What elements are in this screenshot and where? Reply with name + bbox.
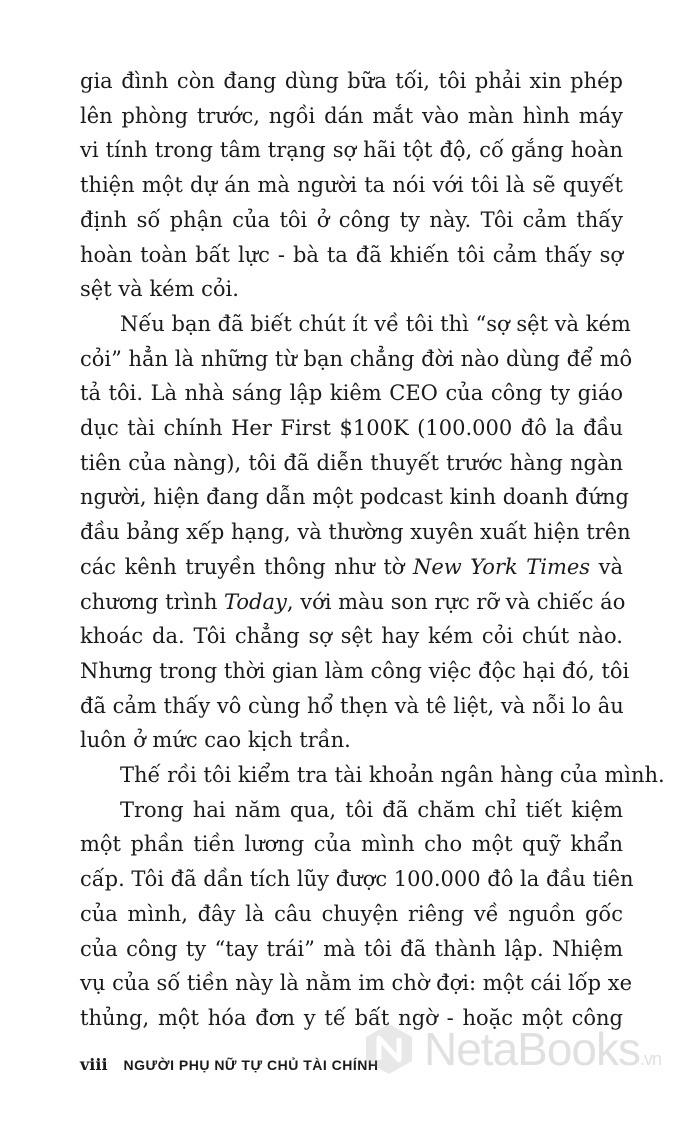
netabooks-logo-icon — [362, 1022, 416, 1076]
paragraph-3 — [80, 758, 665, 793]
paragraph-2 — [80, 307, 633, 758]
text-line: các kênh truyền thông như tờ New York Times và — [80, 554, 624, 579]
text-line: vi tính trong tâm trạng sợ hãi tột độ, cố gắng hoàn — [80, 138, 623, 163]
watermark-text — [424, 1022, 661, 1076]
text-line: Thế rồi tôi kiểm tra tài khoản ngân hàng của mình. — [120, 763, 665, 788]
text-line: Nếu bạn đã biết chút ít về tôi thì “sợ sệt và kém — [120, 311, 631, 336]
text-line: sệt và kém cỏi. — [80, 277, 239, 302]
text-line: của công ty “tay trái” mà tôi đã thành lập. Nhiệm — [80, 936, 623, 961]
text-line: đã cảm thấy vô cùng hổ thẹn và tê liệt, và nỗi lo âu — [80, 693, 624, 718]
text-line: người, hiện đang dẫn một podcast kinh doanh đứng — [80, 485, 629, 510]
text-line: gia đình còn đang dùng bữa tối, tôi phải xin phép — [80, 69, 623, 93]
watermark-suffix: .vn — [640, 1049, 662, 1069]
text-line: cấp. Tôi đã dần tích lũy được 100.000 đô la đầu tiên — [80, 867, 634, 892]
text-line: của mình, đây là câu chuyện riêng về nguồn gốc — [80, 901, 623, 926]
page-footer — [80, 1055, 378, 1074]
text-line: dục tài chính Her First $100K (100.000 đô la đầu — [80, 416, 623, 441]
paragraph-1 — [80, 64, 623, 307]
text-line: tiên của nàng), tôi đã diễn thuyết trước hàng ngàn — [80, 450, 623, 475]
text-line: luôn ở mức cao kịch trần. — [80, 728, 351, 753]
body-text — [80, 64, 665, 1036]
text-line: hoàn toàn bất lực - bà ta đã khiến tôi cảm thấy sợ — [80, 242, 623, 267]
text-line: tả tôi. Là nhà sáng lập kiêm CEO của công ty giáo — [80, 381, 623, 406]
text-line: chương trình Today, với màu son rực rỡ và chiếc áo — [80, 589, 626, 614]
text-line: khoác da. Tôi chẳng sợ sệt hay kém cỏi chút nào. — [80, 624, 623, 649]
text-line: thiện một dự án mà người ta nói với tôi là sẽ quyết — [80, 173, 623, 198]
watermark — [362, 1022, 661, 1076]
text-line: thủng, một hóa đơn y tế bất ngờ - hoặc một công — [80, 1005, 623, 1030]
text-line: Trong hai năm qua, tôi đã chăm chỉ tiết kiệm — [120, 797, 623, 822]
page-number: viii — [80, 1055, 108, 1074]
text-line: vụ của số tiền này là nằm im chờ đợi: một cái lốp xe — [80, 971, 633, 996]
text-line: cỏi” hẳn là những từ bạn chẳng đời nào dùng để mô — [80, 346, 633, 371]
text-line: đầu bảng xếp hạng, và thường xuyên xuất hiện trên — [80, 520, 631, 545]
running-head: NGƯỜI PHỤ NỮ TỰ CHỦ TÀI CHÍNH — [123, 1057, 379, 1073]
text-line: một phần tiền lương của mình cho một quỹ khẩn — [80, 832, 623, 857]
text-line: định số phận của tôi ở công ty này. Tôi cảm thấy — [80, 207, 623, 232]
paragraph-4 — [80, 793, 634, 1036]
watermark-brand: NetaBooks — [424, 1023, 641, 1075]
text-line: Nhưng trong thời gian làm công việc độc hại đó, tôi — [80, 658, 630, 683]
text-line: lên phòng trước, ngồi dán mắt vào màn hình máy — [80, 103, 623, 128]
